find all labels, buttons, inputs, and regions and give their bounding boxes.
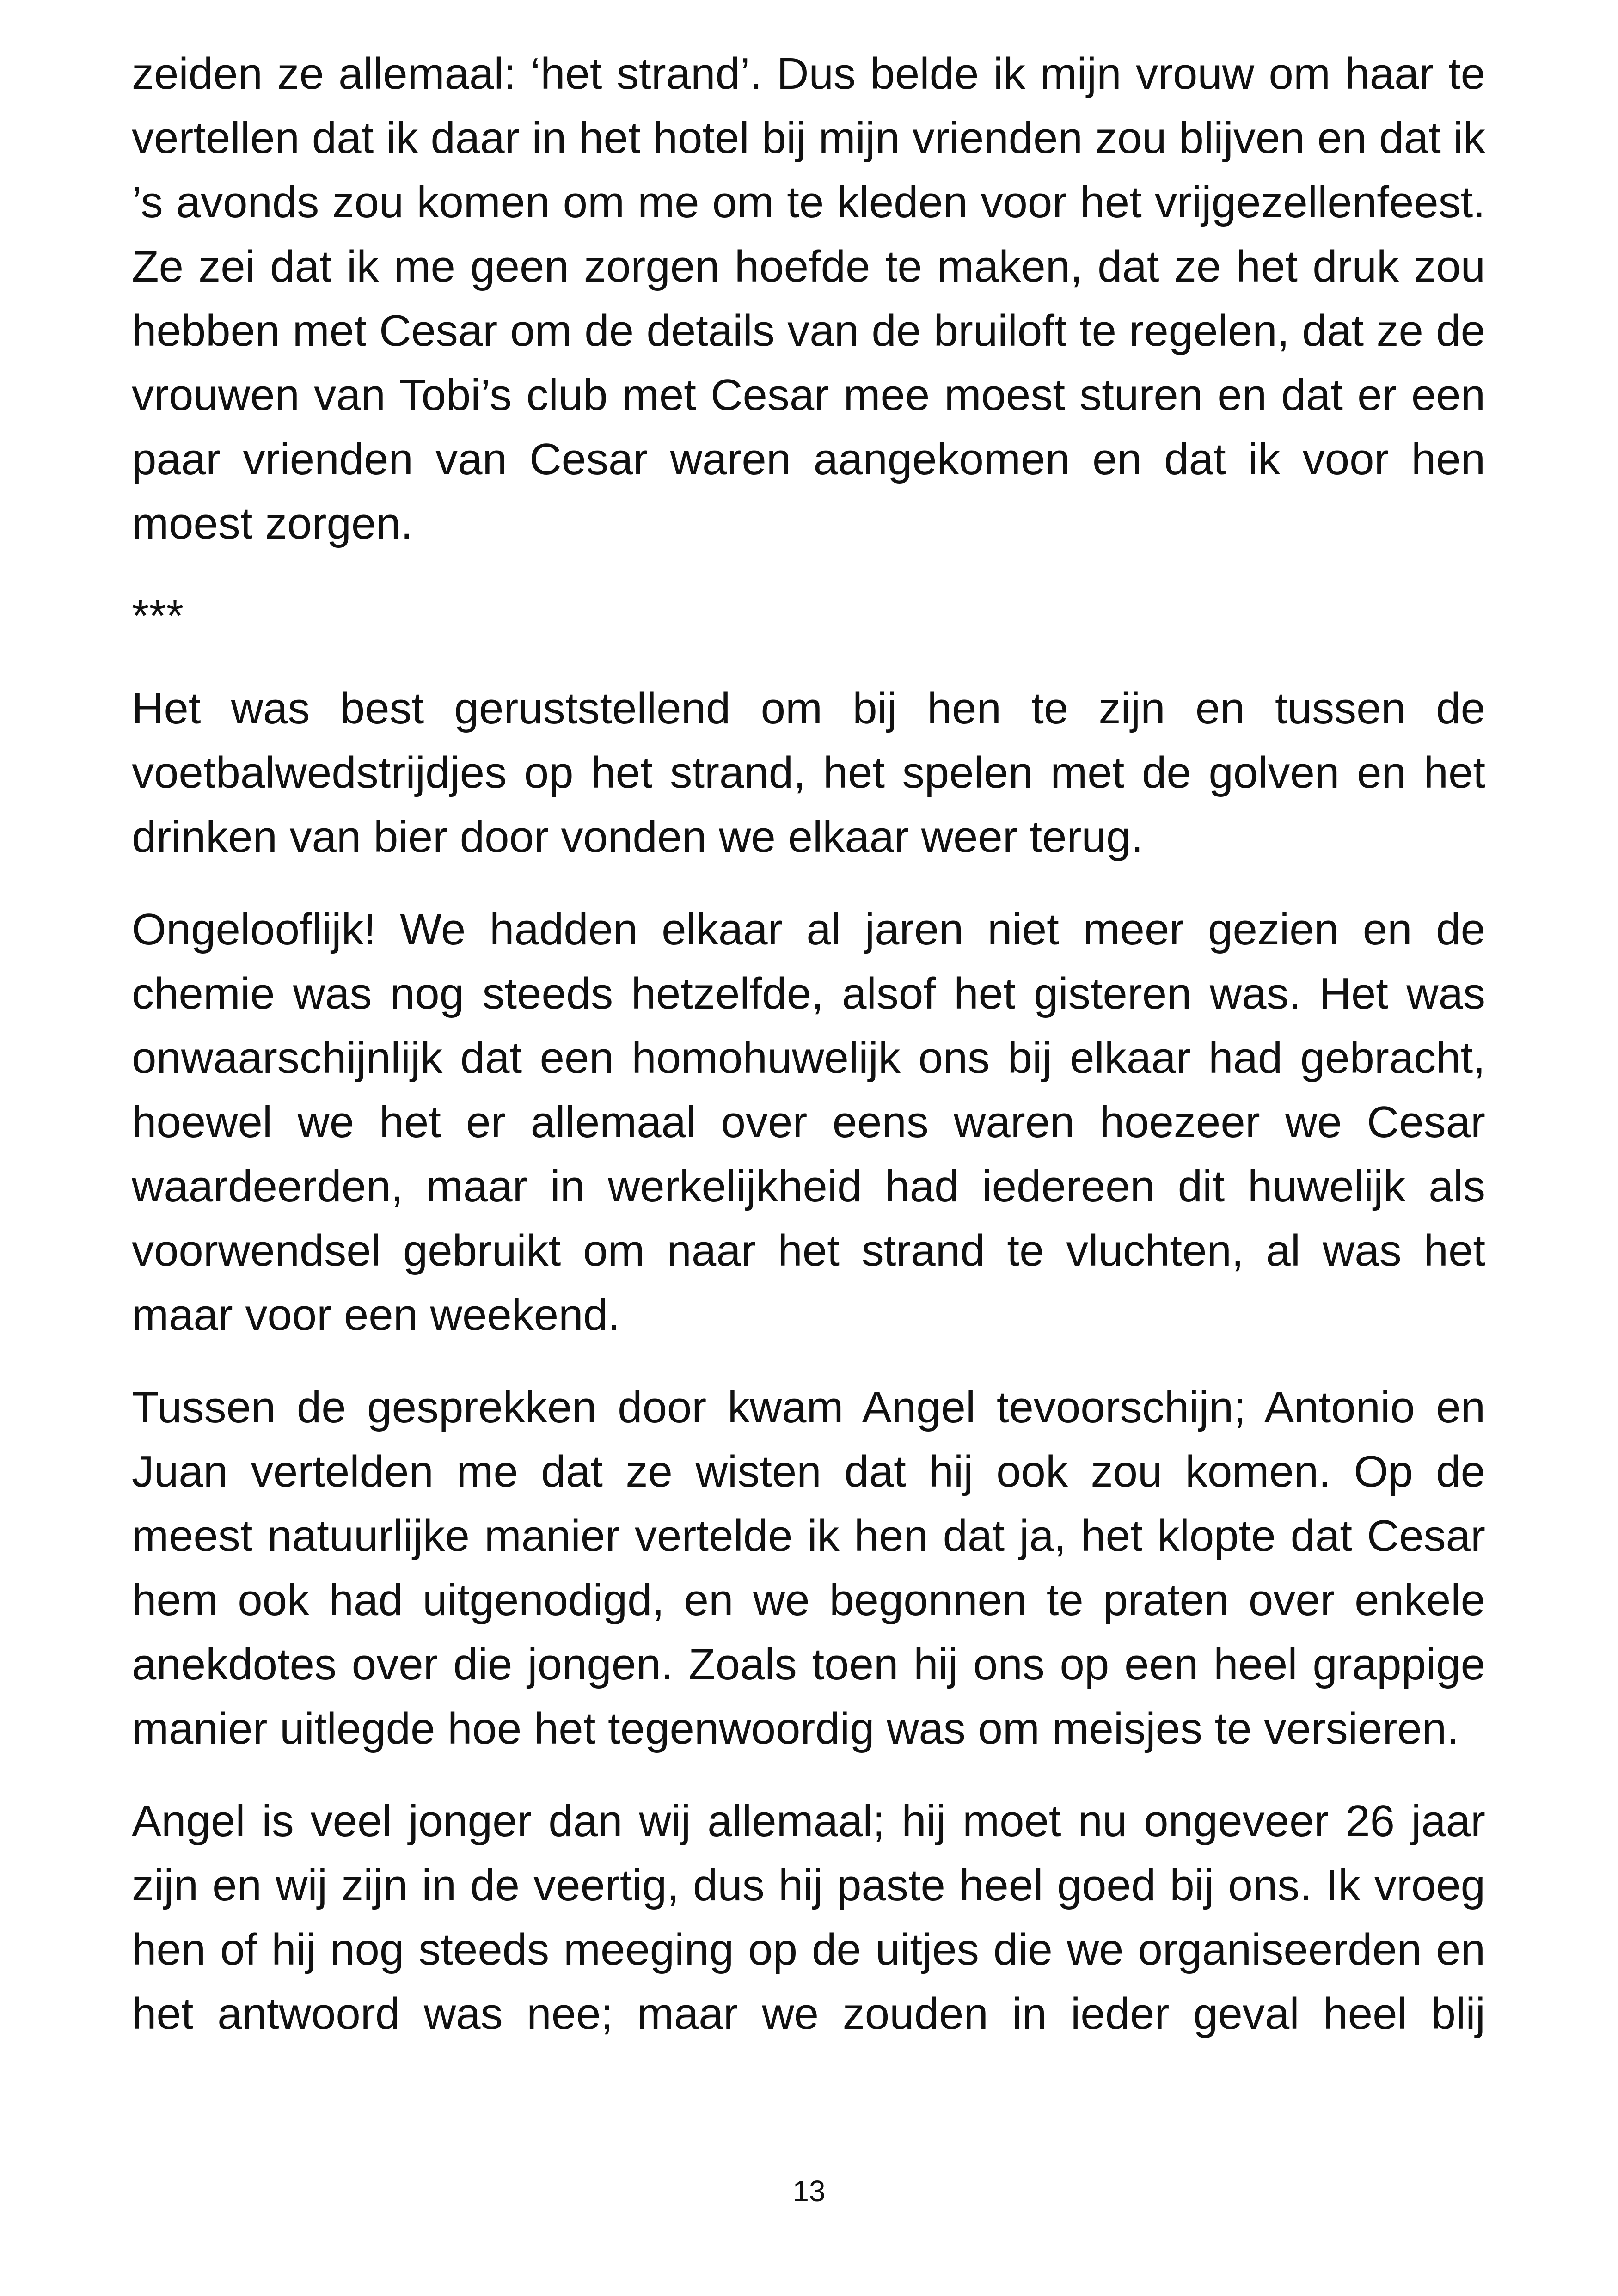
paragraph-5: Angel is veel jonger dan wij allemaal; hij moet nu ongeveer 26 jaar zijn en wij zijn in de veertig, dus hij paste heel goed bij ons. Ik vroeg hen of hij nog steeds meeging op de uitjes die we organiseerden en het antwoord was nee; maar we zouden in ieder geval heel blij (132, 1796, 1485, 2039)
section-separator: *** (132, 591, 184, 641)
body-text (132, 42, 1485, 2074)
paragraph-1: zeiden ze allemaal: ‘het strand’. Dus belde ik mijn vrouw om haar te vertellen dat ik daar in het hotel bij mijn vrienden zou blijven en dat ik ’s avonds zou komen om me om te kleden voor het vrijgezellenfeest. Ze zei dat ik me geen zorgen hoefde te maken, dat ze het druk zou hebben met Cesar om de details van de bruiloft te regelen, dat ze de vrouwen van Tobi’s club met Cesar mee moest sturen en dat er een paar vrienden van Cesar waren aangekomen en dat ik voor hen moest zorgen. (132, 49, 1485, 548)
paragraph-3: Ongelooflijk! We hadden elkaar al jaren niet meer gezien en de chemie was nog steeds hetzelfde, alsof het gisteren was. Het was onwaarschijnlijk dat een homohuwelijk ons bij elkaar had gebracht, hoewel we het er allemaal over eens waren hoezeer we Cesar waardeerden, maar in werkelijkheid had iedereen dit huwelijk als voorwendsel gebruikt om naar het strand te vluchten, al was het maar voor een weekend. (132, 905, 1485, 1340)
paragraph-2: Het was best geruststellend om bij hen te zijn en tussen de voetbalwedstrijdjes op het strand, het spelen met de golven en het drinken van bier door vonden we elkaar weer terug. (132, 684, 1485, 862)
paragraph-4: Tussen de gesprekken door kwam Angel tevoorschijn; Antonio en Juan vertelden me dat ze wisten dat hij ook zou komen. Op de meest natuurlijke manier vertelde ik hen dat ja, het klopte dat Cesar hem ook had uitgenodigd, en we begonnen te praten over enkele anekdotes over die jongen. Zoals toen hij ons op een heel grappige manier uitlegde hoe het tegenwoordig was om meisjes te versieren. (132, 1383, 1485, 1753)
page-number: 13 (792, 2174, 826, 2208)
